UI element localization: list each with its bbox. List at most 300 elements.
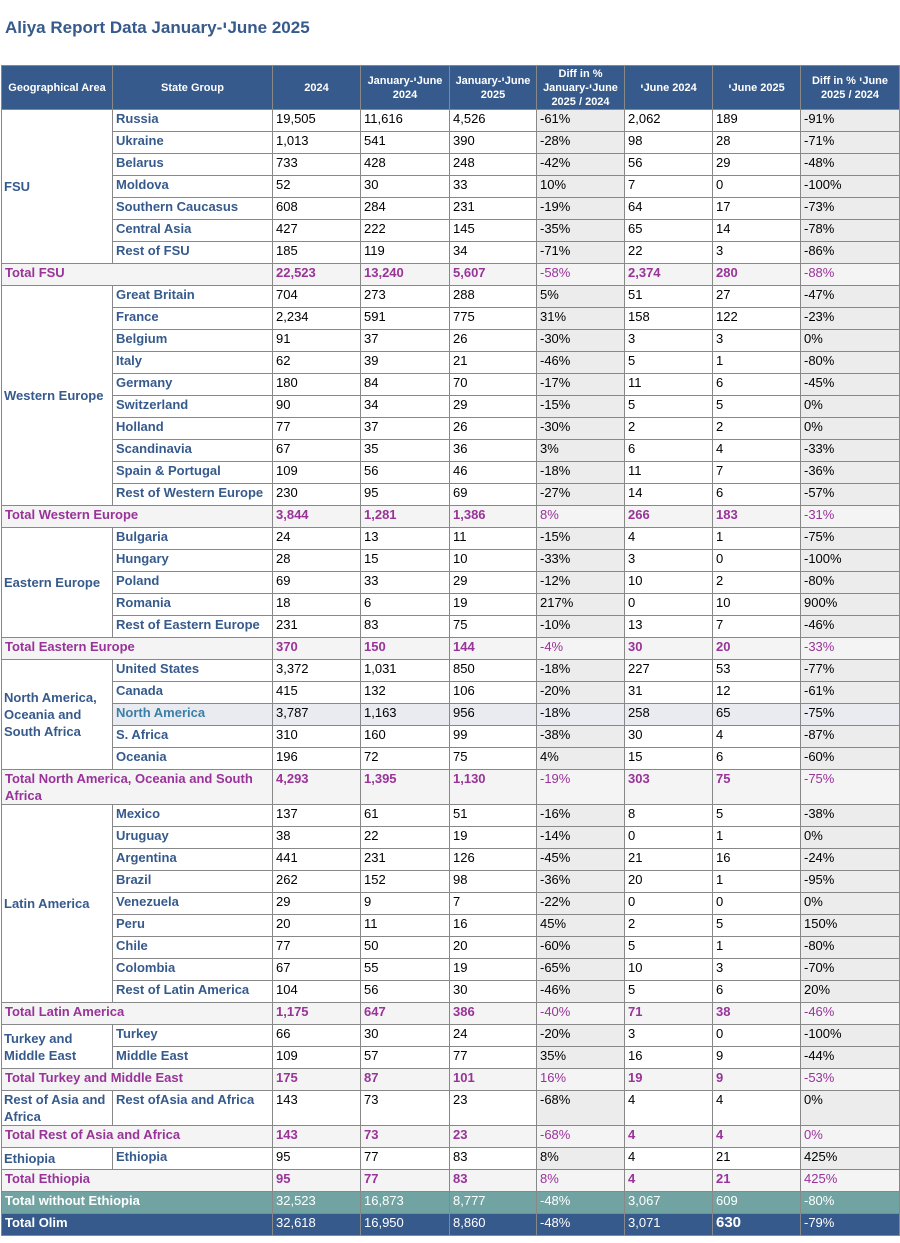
column-header: Diff in % January-יJune 2025 / 2024 xyxy=(537,66,625,110)
table-row xyxy=(2,330,900,352)
value-cell: 16,873 xyxy=(361,1192,450,1214)
value-cell: 1 xyxy=(713,352,801,374)
value-cell: 143 xyxy=(273,1091,361,1126)
diff-cell: 5% xyxy=(537,286,625,308)
diff-cell: -73% xyxy=(801,198,900,220)
diff-cell: -36% xyxy=(801,462,900,484)
value-cell: 18 xyxy=(273,594,361,616)
value-cell: 50 xyxy=(361,937,450,959)
value-cell: 7 xyxy=(450,893,537,915)
value-cell: 70 xyxy=(450,374,537,396)
diff-cell: -33% xyxy=(537,550,625,572)
diff-cell: -27% xyxy=(537,484,625,506)
value-cell: 84 xyxy=(361,374,450,396)
diff-cell: -22% xyxy=(537,893,625,915)
value-cell: 4 xyxy=(625,528,713,550)
value-cell: 630 xyxy=(713,1214,801,1236)
value-cell: 98 xyxy=(450,871,537,893)
column-header: Geographical Area xyxy=(2,66,113,110)
value-cell: 38 xyxy=(273,827,361,849)
value-cell: 33 xyxy=(450,176,537,198)
table-row xyxy=(2,1025,900,1047)
value-cell: 9 xyxy=(713,1069,801,1091)
value-cell: 46 xyxy=(450,462,537,484)
value-cell: 27 xyxy=(713,286,801,308)
value-cell: 95 xyxy=(273,1170,361,1192)
value-cell: 11 xyxy=(625,462,713,484)
table-row xyxy=(2,726,900,748)
value-cell: 0 xyxy=(713,1025,801,1047)
table-row xyxy=(2,418,900,440)
diff-cell: -15% xyxy=(537,528,625,550)
state-group: Belarus xyxy=(113,154,273,176)
diff-cell: -40% xyxy=(537,1003,625,1025)
column-header: יJune 2024 xyxy=(625,66,713,110)
value-cell: 62 xyxy=(273,352,361,374)
value-cell: 21 xyxy=(713,1170,801,1192)
value-cell: 428 xyxy=(361,154,450,176)
total-label: Total Eastern Europe xyxy=(2,638,273,660)
table-row xyxy=(2,915,900,937)
value-cell: 5 xyxy=(625,937,713,959)
total-row xyxy=(2,770,900,805)
value-cell: 67 xyxy=(273,959,361,981)
diff-cell: -77% xyxy=(801,660,900,682)
value-cell: 3 xyxy=(713,959,801,981)
value-cell: 9 xyxy=(361,893,450,915)
state-group: Uruguay xyxy=(113,827,273,849)
diff-cell: -60% xyxy=(537,937,625,959)
table-row xyxy=(2,893,900,915)
value-cell: 56 xyxy=(361,462,450,484)
value-cell: 183 xyxy=(713,506,801,528)
value-cell: 17 xyxy=(713,198,801,220)
diff-cell: -4% xyxy=(537,638,625,660)
state-group: S. Africa xyxy=(113,726,273,748)
value-cell: 150 xyxy=(361,638,450,660)
diff-cell: -60% xyxy=(801,748,900,770)
table-row xyxy=(2,572,900,594)
diff-cell: 0% xyxy=(801,1126,900,1148)
value-cell: 1,013 xyxy=(273,132,361,154)
value-cell: 647 xyxy=(361,1003,450,1025)
table-row xyxy=(2,748,900,770)
value-cell: 83 xyxy=(450,1148,537,1170)
diff-cell: -70% xyxy=(801,959,900,981)
value-cell: 35 xyxy=(361,440,450,462)
table-row xyxy=(2,704,900,726)
value-cell: 3 xyxy=(625,1025,713,1047)
value-cell: 180 xyxy=(273,374,361,396)
diff-cell: 0% xyxy=(801,893,900,915)
value-cell: 1 xyxy=(713,528,801,550)
diff-cell: 0% xyxy=(801,418,900,440)
geographical-area: Ethiopia xyxy=(2,1148,113,1170)
diff-cell: 8% xyxy=(537,1170,625,1192)
value-cell: 26 xyxy=(450,330,537,352)
total-label: Total Ethiopia xyxy=(2,1170,273,1192)
value-cell: 2 xyxy=(713,418,801,440)
value-cell: 22 xyxy=(625,242,713,264)
value-cell: 69 xyxy=(450,484,537,506)
table-row xyxy=(2,242,900,264)
value-cell: 30 xyxy=(625,638,713,660)
value-cell: 8,860 xyxy=(450,1214,537,1236)
table-row xyxy=(2,616,900,638)
diff-cell: 0% xyxy=(801,330,900,352)
diff-cell: -68% xyxy=(537,1126,625,1148)
value-cell: 0 xyxy=(713,550,801,572)
diff-cell: -23% xyxy=(801,308,900,330)
value-cell: 5 xyxy=(713,915,801,937)
value-cell: 1,031 xyxy=(361,660,450,682)
total-row xyxy=(2,1126,900,1148)
value-cell: 67 xyxy=(273,440,361,462)
value-cell: 5 xyxy=(713,396,801,418)
value-cell: 4 xyxy=(625,1091,713,1126)
table-row xyxy=(2,1047,900,1069)
value-cell: 273 xyxy=(361,286,450,308)
state-group: Rest of Latin America xyxy=(113,981,273,1003)
value-cell: 28 xyxy=(273,550,361,572)
value-cell: 77 xyxy=(361,1170,450,1192)
value-cell: 11,616 xyxy=(361,110,450,132)
column-header: 2024 xyxy=(273,66,361,110)
value-cell: 87 xyxy=(361,1069,450,1091)
value-cell: 75 xyxy=(713,770,801,805)
value-cell: 34 xyxy=(361,396,450,418)
diff-cell: -87% xyxy=(801,726,900,748)
aliya-report-table xyxy=(1,65,900,1236)
state-group: Argentina xyxy=(113,849,273,871)
value-cell: 21 xyxy=(450,352,537,374)
value-cell: 13,240 xyxy=(361,264,450,286)
diff-cell: -35% xyxy=(537,220,625,242)
value-cell: 52 xyxy=(273,176,361,198)
total-row xyxy=(2,1069,900,1091)
value-cell: 2,234 xyxy=(273,308,361,330)
diff-cell: -19% xyxy=(537,770,625,805)
diff-cell: -75% xyxy=(801,528,900,550)
value-cell: 7 xyxy=(713,616,801,638)
value-cell: 1,175 xyxy=(273,1003,361,1025)
diff-cell: -30% xyxy=(537,418,625,440)
value-cell: 4 xyxy=(625,1170,713,1192)
diff-cell: -18% xyxy=(537,462,625,484)
value-cell: 4 xyxy=(625,1126,713,1148)
state-group: Rest of Western Europe xyxy=(113,484,273,506)
diff-cell: 8% xyxy=(537,1148,625,1170)
value-cell: 99 xyxy=(450,726,537,748)
table-row xyxy=(2,286,900,308)
value-cell: 16,950 xyxy=(361,1214,450,1236)
value-cell: 230 xyxy=(273,484,361,506)
value-cell: 775 xyxy=(450,308,537,330)
value-cell: 3 xyxy=(625,330,713,352)
value-cell: 77 xyxy=(273,937,361,959)
value-cell: 288 xyxy=(450,286,537,308)
value-cell: 71 xyxy=(625,1003,713,1025)
value-cell: 427 xyxy=(273,220,361,242)
value-cell: -48% xyxy=(537,1214,625,1236)
diff-cell: 3% xyxy=(537,440,625,462)
value-cell: 29 xyxy=(450,396,537,418)
value-cell: 56 xyxy=(625,154,713,176)
value-cell: 28 xyxy=(713,132,801,154)
value-cell: 1,130 xyxy=(450,770,537,805)
diff-cell: -10% xyxy=(537,616,625,638)
value-cell: 266 xyxy=(625,506,713,528)
value-cell: 441 xyxy=(273,849,361,871)
value-cell: 11 xyxy=(361,915,450,937)
value-cell: 20 xyxy=(713,638,801,660)
value-cell: 284 xyxy=(361,198,450,220)
value-cell: 6 xyxy=(713,748,801,770)
value-cell: 5 xyxy=(625,396,713,418)
value-cell: 231 xyxy=(450,198,537,220)
value-cell: 32,523 xyxy=(273,1192,361,1214)
value-cell: 126 xyxy=(450,849,537,871)
diff-cell: -45% xyxy=(537,849,625,871)
diff-cell: 16% xyxy=(537,1069,625,1091)
value-cell: 91 xyxy=(273,330,361,352)
state-group: Italy xyxy=(113,352,273,374)
column-header: January-יJune 2025 xyxy=(450,66,537,110)
diff-cell: -61% xyxy=(801,682,900,704)
geographical-area: Rest of Asia and Africa xyxy=(2,1091,113,1126)
table-row xyxy=(2,154,900,176)
state-group: Romania xyxy=(113,594,273,616)
diff-cell: -44% xyxy=(801,1047,900,1069)
diff-cell: -16% xyxy=(537,805,625,827)
value-cell: 5 xyxy=(713,805,801,827)
value-cell: 95 xyxy=(361,484,450,506)
diff-cell: -80% xyxy=(801,352,900,374)
table-row xyxy=(2,871,900,893)
value-cell: -79% xyxy=(801,1214,900,1236)
diff-cell: -80% xyxy=(801,937,900,959)
diff-cell: -36% xyxy=(537,871,625,893)
diff-cell: -68% xyxy=(537,1091,625,1126)
value-cell: 30 xyxy=(361,176,450,198)
diff-cell: 45% xyxy=(537,915,625,937)
total-row xyxy=(2,264,900,286)
diff-cell: 217% xyxy=(537,594,625,616)
total-label: Total Turkey and Middle East xyxy=(2,1069,273,1091)
diff-cell: -31% xyxy=(801,506,900,528)
value-cell: 106 xyxy=(450,682,537,704)
value-cell: 6 xyxy=(713,374,801,396)
state-group: France xyxy=(113,308,273,330)
diff-cell: -57% xyxy=(801,484,900,506)
diff-cell: -46% xyxy=(537,352,625,374)
value-cell: 13 xyxy=(625,616,713,638)
value-cell: 608 xyxy=(273,198,361,220)
value-cell: 310 xyxy=(273,726,361,748)
value-cell: 5 xyxy=(625,352,713,374)
value-cell: 13 xyxy=(361,528,450,550)
value-cell: 12 xyxy=(713,682,801,704)
value-cell: 104 xyxy=(273,981,361,1003)
value-cell: 72 xyxy=(361,748,450,770)
value-cell: 98 xyxy=(625,132,713,154)
total-label: Total Olim xyxy=(2,1214,273,1236)
value-cell: 2 xyxy=(713,572,801,594)
geographical-area: Turkey and Middle East xyxy=(2,1025,113,1069)
value-cell: 16 xyxy=(713,849,801,871)
value-cell: 29 xyxy=(713,154,801,176)
value-cell: 0 xyxy=(713,176,801,198)
value-cell: 122 xyxy=(713,308,801,330)
state-group: Hungary xyxy=(113,550,273,572)
total-without-ethiopia-row xyxy=(2,1192,900,1214)
value-cell: 16 xyxy=(625,1047,713,1069)
table-row xyxy=(2,849,900,871)
value-cell: 39 xyxy=(361,352,450,374)
value-cell: 175 xyxy=(273,1069,361,1091)
value-cell: 956 xyxy=(450,704,537,726)
value-cell: 1,395 xyxy=(361,770,450,805)
table-row xyxy=(2,176,900,198)
value-cell: 145 xyxy=(450,220,537,242)
value-cell: 1,163 xyxy=(361,704,450,726)
table-row xyxy=(2,440,900,462)
column-header: January-יJune 2024 xyxy=(361,66,450,110)
diff-cell: -71% xyxy=(801,132,900,154)
value-cell: 19 xyxy=(450,827,537,849)
diff-cell: -45% xyxy=(801,374,900,396)
diff-cell: 0% xyxy=(801,396,900,418)
state-group: Bulgaria xyxy=(113,528,273,550)
state-group: Oceania xyxy=(113,748,273,770)
value-cell: 69 xyxy=(273,572,361,594)
value-cell: 24 xyxy=(450,1025,537,1047)
value-cell: 227 xyxy=(625,660,713,682)
value-cell: 19,505 xyxy=(273,110,361,132)
value-cell: 31 xyxy=(625,682,713,704)
value-cell: 29 xyxy=(450,572,537,594)
diff-cell: -14% xyxy=(537,827,625,849)
total-row xyxy=(2,638,900,660)
state-group: Ethiopia xyxy=(113,1148,273,1170)
value-cell: 51 xyxy=(625,286,713,308)
diff-cell: -86% xyxy=(801,242,900,264)
value-cell: 15 xyxy=(361,550,450,572)
table-row xyxy=(2,981,900,1003)
value-cell: 2 xyxy=(625,418,713,440)
value-cell: 160 xyxy=(361,726,450,748)
value-cell: 1 xyxy=(713,937,801,959)
value-cell: 10 xyxy=(450,550,537,572)
value-cell: 30 xyxy=(361,1025,450,1047)
value-cell: 609 xyxy=(713,1192,801,1214)
value-cell: 3,844 xyxy=(273,506,361,528)
value-cell: 262 xyxy=(273,871,361,893)
diff-cell: -19% xyxy=(537,198,625,220)
diff-cell: -78% xyxy=(801,220,900,242)
diff-cell: -71% xyxy=(537,242,625,264)
value-cell: 73 xyxy=(361,1091,450,1126)
diff-cell: -100% xyxy=(801,550,900,572)
value-cell: 2,374 xyxy=(625,264,713,286)
state-group: Brazil xyxy=(113,871,273,893)
table-row xyxy=(2,937,900,959)
state-group: Rest ofAsia and Africa xyxy=(113,1091,273,1126)
diff-cell: -28% xyxy=(537,132,625,154)
table-row xyxy=(2,374,900,396)
diff-cell: 0% xyxy=(801,1091,900,1126)
state-group: Great Britain xyxy=(113,286,273,308)
value-cell: 158 xyxy=(625,308,713,330)
value-cell: 29 xyxy=(273,893,361,915)
diff-cell: -18% xyxy=(537,704,625,726)
total-label: Total Latin America xyxy=(2,1003,273,1025)
geographical-area: Western Europe xyxy=(2,286,113,506)
state-group: Peru xyxy=(113,915,273,937)
table-row xyxy=(2,959,900,981)
value-cell: 4 xyxy=(713,1126,801,1148)
value-cell: 14 xyxy=(713,220,801,242)
value-cell: 51 xyxy=(450,805,537,827)
diff-cell: -88% xyxy=(801,264,900,286)
diff-cell: -42% xyxy=(537,154,625,176)
diff-cell: -75% xyxy=(801,704,900,726)
value-cell: 33 xyxy=(361,572,450,594)
value-cell: 415 xyxy=(273,682,361,704)
table-row xyxy=(2,132,900,154)
table-row xyxy=(2,396,900,418)
value-cell: 119 xyxy=(361,242,450,264)
value-cell: 109 xyxy=(273,462,361,484)
value-cell: 109 xyxy=(273,1047,361,1069)
value-cell: 1 xyxy=(713,827,801,849)
value-cell: 6 xyxy=(361,594,450,616)
value-cell: 11 xyxy=(625,374,713,396)
column-header: יJune 2025 xyxy=(713,66,801,110)
value-cell: 90 xyxy=(273,396,361,418)
value-cell: 0 xyxy=(625,594,713,616)
value-cell: 4 xyxy=(713,1091,801,1126)
value-cell: 541 xyxy=(361,132,450,154)
diff-cell: -46% xyxy=(801,1003,900,1025)
diff-cell: -58% xyxy=(537,264,625,286)
value-cell: 19 xyxy=(450,959,537,981)
diff-cell: -24% xyxy=(801,849,900,871)
diff-cell: -91% xyxy=(801,110,900,132)
state-group: United States xyxy=(113,660,273,682)
diff-cell: -100% xyxy=(801,1025,900,1047)
state-group: Scandinavia xyxy=(113,440,273,462)
diff-cell: -17% xyxy=(537,374,625,396)
diff-cell: 35% xyxy=(537,1047,625,1069)
value-cell: 3 xyxy=(713,242,801,264)
value-cell: 144 xyxy=(450,638,537,660)
value-cell: 4,526 xyxy=(450,110,537,132)
value-cell: 11 xyxy=(450,528,537,550)
table-row xyxy=(2,827,900,849)
table-row xyxy=(2,682,900,704)
value-cell: 65 xyxy=(713,704,801,726)
value-cell: 7 xyxy=(625,176,713,198)
table-row xyxy=(2,352,900,374)
value-cell: 8 xyxy=(625,805,713,827)
value-cell: 3,067 xyxy=(625,1192,713,1214)
value-cell: 185 xyxy=(273,242,361,264)
value-cell: 733 xyxy=(273,154,361,176)
diff-cell: -18% xyxy=(537,660,625,682)
value-cell: 258 xyxy=(625,704,713,726)
value-cell: -48% xyxy=(537,1192,625,1214)
